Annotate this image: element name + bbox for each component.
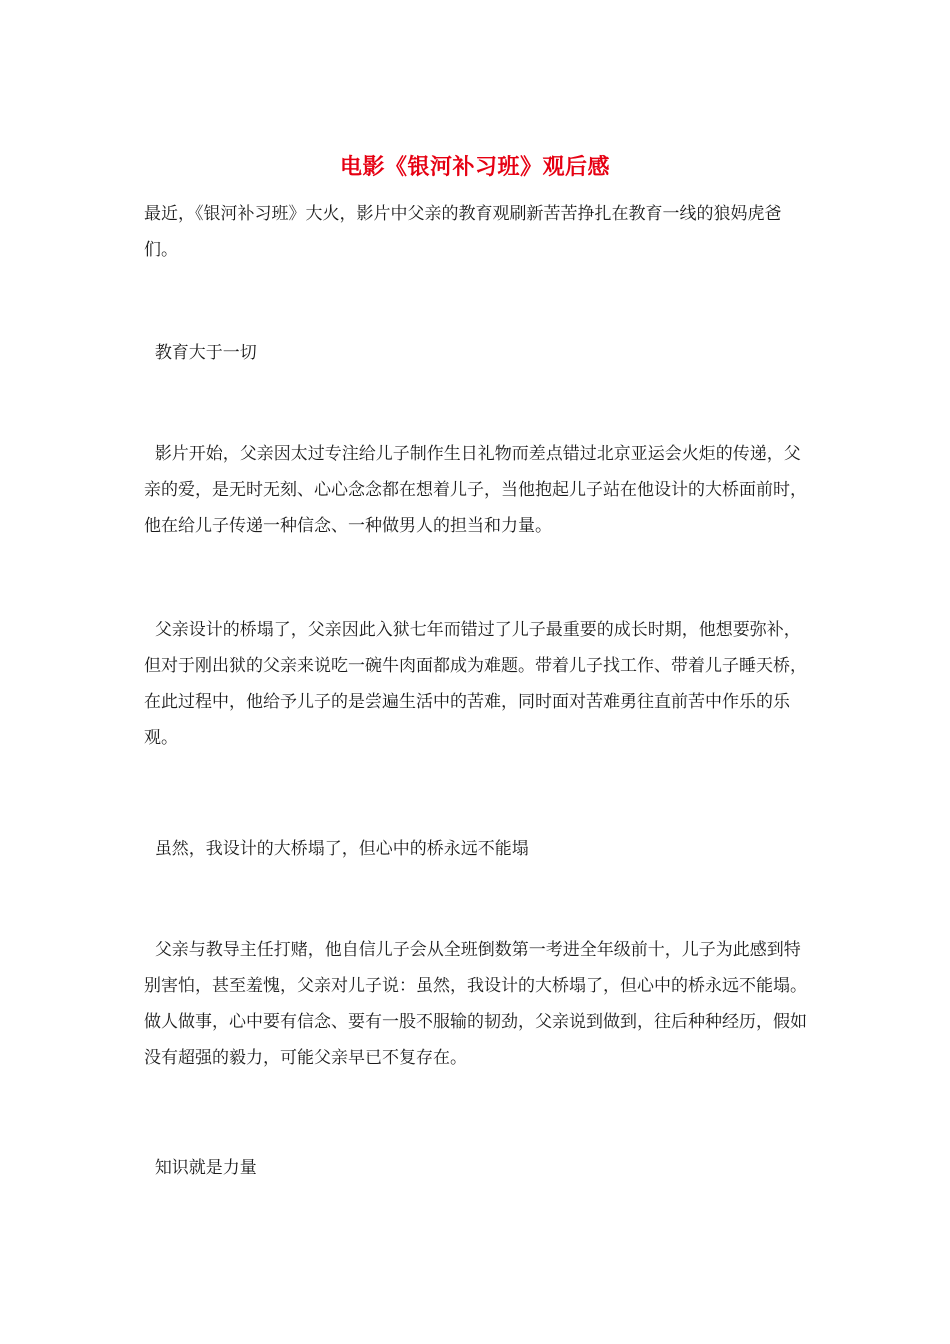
section-heading-bridge: 虽然，我设计的大桥塌了，但心中的桥永远不能塌 bbox=[144, 839, 529, 859]
section-heading-knowledge: 知识就是力量 bbox=[144, 1158, 257, 1178]
body-paragraph: 父亲与教导主任打赌，他自信儿子会从全班倒数第一考进全年级前十，儿子为此感到特别害怕，甚至羞愧，父亲对儿子说：虽然，我设计的大桥塌了，但心中的桥永远不能塌。做人做事，心中要有信念、要有一股不服输的韧劲，父亲说到做到，往后种种经历，假如没有超强的毅力，可能父亲早已不复存在。 bbox=[144, 940, 807, 1068]
body-paragraph: 父亲设计的桥塌了，父亲因此入狱七年而错过了儿子最重要的成长时期，他想要弥补，但对于刚出狱的父亲来说吃一碗牛肉面都成为难题。带着儿子找工作、带着儿子睡天桥，在此过程中，他给予儿子的是尝遍生活中的苦难，同时面对苦难勇往直前苦中作乐的乐观。 bbox=[144, 620, 807, 748]
section-heading-education: 教育大于一切 bbox=[144, 343, 257, 363]
intro-paragraph: 最近，《银河补习班》大火，影片中父亲的教育观刷新苦苦挣扎在教育一线的狼妈虎爸们。 bbox=[144, 204, 782, 260]
body-paragraph: 影片开始，父亲因太过专注给儿子制作生日礼物而差点错过北京亚运会火炬的传递，父亲的爱，是无时无刻、心心念念都在想着儿子，当他抱起儿子站在他设计的大桥面前时，他在给儿子传递一种信念、一种做男人的担当和力量。 bbox=[144, 444, 807, 536]
document-title: 电影《银河补习班》观后感 bbox=[339, 154, 610, 180]
